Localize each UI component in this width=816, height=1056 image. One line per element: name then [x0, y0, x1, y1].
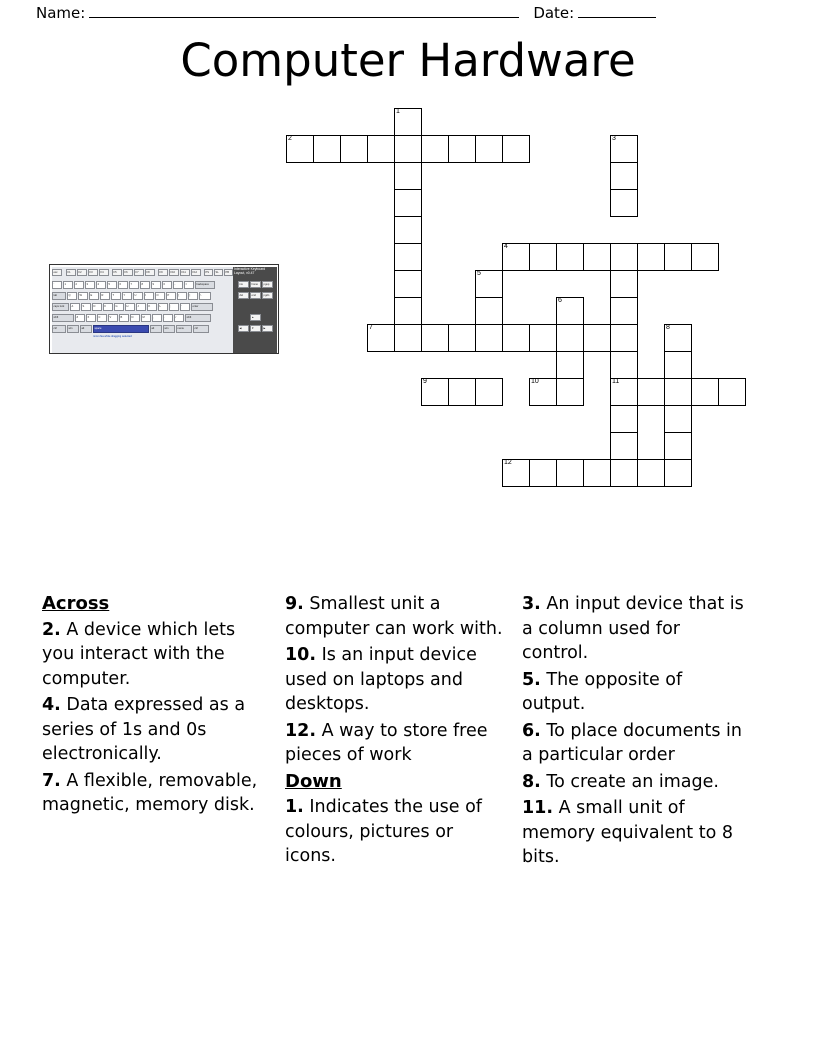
- key-enter: enter: [191, 303, 213, 311]
- crossword-cell[interactable]: [448, 378, 476, 406]
- crossword-cell[interactable]: [475, 270, 503, 298]
- clue-down-3: [522, 592, 747, 666]
- clue-text: Is an input device used on laptops and desktops.: [285, 645, 477, 714]
- crossword-cell[interactable]: [637, 243, 665, 271]
- crossword-cell-number: 5: [477, 270, 481, 277]
- crossword-cell-number: 6: [558, 297, 562, 304]
- clue-across-7: [42, 769, 269, 818]
- key-s: S: [81, 303, 91, 311]
- crossword-cell[interactable]: [394, 135, 422, 163]
- key-n: N: [130, 314, 140, 322]
- key-f4: F4: [99, 269, 109, 276]
- key-period: .: [163, 314, 173, 322]
- key-k: K: [147, 303, 157, 311]
- crossword-cell[interactable]: [394, 189, 422, 217]
- keyboard-note: mmm fsa white dragging selected: [93, 335, 132, 338]
- name-input-line[interactable]: [89, 4, 519, 18]
- crossword-cell[interactable]: [394, 162, 422, 190]
- key-backslash: \: [199, 292, 211, 300]
- clue-number: 10.: [285, 645, 317, 665]
- page-title: Computer Hardware: [180, 34, 636, 87]
- crossword-cell[interactable]: [340, 135, 368, 163]
- crossword-cell[interactable]: [583, 324, 611, 352]
- clue-text: The opposite of output.: [522, 669, 683, 714]
- key-g: G: [114, 303, 124, 311]
- key-f2: F2: [77, 269, 87, 276]
- crossword-cell[interactable]: [529, 378, 557, 406]
- clue-text: To place documents in a particular order: [522, 720, 742, 765]
- header: [36, 4, 780, 22]
- crossword-cell[interactable]: [367, 135, 395, 163]
- clue-down-5: [522, 668, 747, 717]
- key-h: H: [125, 303, 135, 311]
- key-shift-left: shift: [52, 314, 74, 322]
- clue-across-9: [285, 592, 508, 641]
- crossword-cell[interactable]: [556, 459, 584, 487]
- crossword-cell-number: 11: [612, 378, 620, 385]
- key-f7: F7: [134, 269, 144, 276]
- key-e: E: [89, 292, 99, 300]
- key-pause-break: PB: [224, 269, 233, 276]
- clue-number: 5.: [522, 669, 541, 690]
- clue-down-1: [285, 795, 508, 869]
- clue-across-10: [285, 643, 508, 717]
- crossword-cell-number: 4: [504, 243, 508, 250]
- clue-number: 2.: [42, 619, 61, 640]
- crossword-cell[interactable]: [637, 459, 665, 487]
- crossword-cell[interactable]: [718, 378, 746, 406]
- crossword-cell[interactable]: [664, 459, 692, 487]
- key-x: X: [86, 314, 96, 322]
- clue-number: 7.: [42, 770, 61, 791]
- clue-text: Indicates the use of colours, pictures or icons.: [285, 797, 482, 866]
- key-f10: F10: [169, 269, 179, 276]
- key-2: 2: [74, 281, 84, 289]
- crossword-cell[interactable]: [286, 135, 314, 163]
- crossword-cell[interactable]: [529, 243, 557, 271]
- keyboard-row-qwerty: [52, 292, 234, 301]
- key-print-screen: PS: [204, 269, 213, 276]
- crossword-cell[interactable]: [448, 324, 476, 352]
- clue-down-8: [522, 770, 747, 795]
- key-backspace: backspace: [195, 281, 215, 289]
- key-a: A: [70, 303, 80, 311]
- key-esc: esc: [52, 269, 62, 276]
- key-slash: /: [174, 314, 184, 322]
- clue-number: 3.: [522, 594, 541, 614]
- crossword-cell-number: 3: [612, 135, 616, 142]
- key-home: home: [250, 281, 261, 288]
- crossword-cell[interactable]: [610, 432, 638, 460]
- date-label: Date:: [533, 4, 575, 22]
- key-scroll-lock: SL: [214, 269, 223, 276]
- key-c: C: [97, 314, 107, 322]
- key-shift-right: shift: [185, 314, 211, 322]
- crossword-cell[interactable]: [394, 270, 422, 298]
- key-v: V: [108, 314, 118, 322]
- crossword-cell[interactable]: [529, 324, 557, 352]
- clue-text: A flexible, removable, magnetic, memory disk.: [42, 770, 258, 815]
- key-caps-lock: caps lock: [52, 303, 69, 311]
- crossword-cell[interactable]: [610, 243, 638, 271]
- key-bracket-left: [: [177, 292, 187, 300]
- key-u: U: [133, 292, 143, 300]
- keyboard-illustration: [49, 264, 279, 354]
- key-alt-left: alt: [80, 325, 92, 333]
- key-4: 4: [96, 281, 106, 289]
- clue-text: Smallest unit a computer can work with.: [285, 594, 503, 639]
- crossword-cell[interactable]: [610, 162, 638, 190]
- name-label: Name:: [36, 4, 86, 22]
- crossword-cell-number: 12: [504, 459, 512, 466]
- crossword-cell[interactable]: [421, 324, 449, 352]
- crossword-cell[interactable]: [664, 243, 692, 271]
- crossword-cell[interactable]: [664, 405, 692, 433]
- key-comma: ,: [152, 314, 162, 322]
- key-f: F: [103, 303, 113, 311]
- key-f1: F1: [66, 269, 76, 276]
- crossword-cell-number: 10: [531, 378, 539, 385]
- crossword-cell[interactable]: [610, 297, 638, 325]
- clue-number: 9.: [285, 594, 304, 614]
- key-delete: del: [238, 292, 249, 299]
- key-arrow-left: ◀: [238, 325, 249, 332]
- crossword-cell[interactable]: [367, 324, 395, 352]
- key-m: M: [141, 314, 151, 322]
- key-f3: F3: [88, 269, 98, 276]
- clues-column-3: [520, 592, 759, 992]
- key-arrow-right: ▶: [262, 325, 273, 332]
- crossword-cell[interactable]: [583, 459, 611, 487]
- key-y: Y: [122, 292, 132, 300]
- crossword-cell[interactable]: [421, 378, 449, 406]
- key-f5: F5: [112, 269, 122, 276]
- crossword-cell[interactable]: [610, 459, 638, 487]
- crossword-cell[interactable]: [664, 432, 692, 460]
- keyboard-row-numbers: [52, 281, 234, 290]
- crossword-cell[interactable]: [610, 378, 638, 406]
- crossword-cell[interactable]: [691, 378, 719, 406]
- key-semicolon: ;: [169, 303, 179, 311]
- crossword-cell[interactable]: [502, 135, 530, 163]
- crossword-cell[interactable]: [583, 243, 611, 271]
- key-q: Q: [67, 292, 77, 300]
- crossword-cell[interactable]: [610, 405, 638, 433]
- crossword-cell[interactable]: [691, 243, 719, 271]
- key-6: 6: [118, 281, 128, 289]
- key-arrow-down: ▼: [250, 325, 261, 332]
- key-3: 3: [85, 281, 95, 289]
- crossword-cell-number: 7: [369, 324, 373, 331]
- date-input-line[interactable]: [578, 4, 656, 18]
- clue-text: A device which lets you interact with the computer.: [42, 619, 236, 689]
- crossword-cell[interactable]: [394, 243, 422, 271]
- key-r: R: [100, 292, 110, 300]
- crossword-cell[interactable]: [610, 135, 638, 163]
- key-8: 8: [140, 281, 150, 289]
- key-page-up: pgup: [262, 281, 273, 288]
- crossword-grid[interactable]: [286, 108, 776, 508]
- key-equals: =: [184, 281, 194, 289]
- crossword-cell[interactable]: [502, 243, 530, 271]
- clue-number: 6.: [522, 720, 541, 741]
- crossword-cell[interactable]: [610, 351, 638, 379]
- key-arrow-up: ▲: [250, 314, 261, 321]
- clue-number: 8.: [522, 771, 541, 792]
- key-minus: -: [173, 281, 183, 289]
- key-1: 1: [63, 281, 73, 289]
- key-menu: menu: [176, 325, 192, 333]
- crossword-cell[interactable]: [556, 378, 584, 406]
- crossword-cell[interactable]: [610, 324, 638, 352]
- key-bracket-right: ]: [188, 292, 198, 300]
- key-win-right: win: [163, 325, 175, 333]
- key-ctrl-left: ctrl: [52, 325, 66, 333]
- key-5: 5: [107, 281, 117, 289]
- clue-text: To create an image.: [540, 771, 719, 792]
- crossword-cell[interactable]: [394, 324, 422, 352]
- crossword-cell[interactable]: [556, 351, 584, 379]
- crossword-cell[interactable]: [556, 243, 584, 271]
- key-f6: F6: [123, 269, 133, 276]
- crossword-cell[interactable]: [556, 324, 584, 352]
- crossword-cell-number: 2: [288, 135, 292, 142]
- key-d: D: [92, 303, 102, 311]
- key-space: space: [93, 325, 149, 333]
- crossword-cell-number: 8: [666, 324, 670, 331]
- crossword-cell[interactable]: [502, 459, 530, 487]
- crossword-cell[interactable]: [475, 324, 503, 352]
- crossword-cell-number: 9: [423, 378, 427, 385]
- key-z: Z: [75, 314, 85, 322]
- clue-across-4: [42, 693, 269, 767]
- clues-section: [42, 592, 778, 992]
- key-insert: ins: [238, 281, 249, 288]
- crossword-cell[interactable]: [475, 135, 503, 163]
- key-page-down: pgdn: [262, 292, 273, 299]
- crossword-cell[interactable]: [502, 324, 530, 352]
- clues-column-2: [281, 592, 520, 992]
- key-win-left: win: [67, 325, 79, 333]
- key-end: end: [250, 292, 261, 299]
- key-i: I: [144, 292, 154, 300]
- crossword-cell[interactable]: [529, 459, 557, 487]
- clue-number: 4.: [42, 695, 61, 715]
- key-w: W: [78, 292, 88, 300]
- crossword-cell[interactable]: [664, 324, 692, 352]
- keyboard-row-bottom: [52, 325, 234, 334]
- key-backtick: `: [52, 281, 62, 289]
- key-quote: ': [180, 303, 190, 311]
- key-7: 7: [129, 281, 139, 289]
- key-f11: F11: [180, 269, 190, 276]
- key-f8: F8: [145, 269, 155, 276]
- keyboard-row-function: [52, 269, 234, 278]
- crossword-cell[interactable]: [448, 135, 476, 163]
- clue-text: A way to store free pieces of work: [285, 720, 488, 765]
- key-t: T: [111, 292, 121, 300]
- clue-number: 12.: [285, 720, 317, 741]
- clue-number: 11.: [522, 798, 554, 818]
- clue-text: A small unit of memory equivalent to 8 bits.: [522, 798, 733, 867]
- key-9: 9: [151, 281, 161, 289]
- clue-down-6: [522, 719, 747, 768]
- clue-number: 1.: [285, 797, 304, 817]
- crossword-cell-number: 1: [396, 108, 400, 115]
- keyboard-caption: Interactive Keyboard Layout, v0.47: [234, 267, 266, 275]
- key-p: P: [166, 292, 176, 300]
- down-heading: Down: [285, 770, 342, 792]
- across-heading: Across: [42, 593, 110, 614]
- crossword-cell[interactable]: [610, 189, 638, 217]
- key-f9: F9: [158, 269, 168, 276]
- key-l: L: [158, 303, 168, 311]
- crossword-cell[interactable]: [664, 378, 692, 406]
- crossword-cell[interactable]: [664, 351, 692, 379]
- key-tab: tab: [52, 292, 66, 300]
- clues-column-1: [42, 592, 281, 992]
- crossword-cell[interactable]: [475, 378, 503, 406]
- clue-text: An input device that is a column used for control.: [522, 594, 744, 663]
- key-ctrl-right: ctrl: [193, 325, 209, 333]
- key-o: O: [155, 292, 165, 300]
- crossword-cell[interactable]: [421, 135, 449, 163]
- clue-across-2: [42, 618, 269, 692]
- crossword-cell[interactable]: [556, 297, 584, 325]
- keyboard-row-home: [52, 303, 234, 312]
- clue-text: Data expressed as a series of 1s and 0s electronically.: [42, 695, 246, 764]
- keyboard-row-shift: [52, 314, 234, 323]
- key-0: 0: [162, 281, 172, 289]
- key-j: J: [136, 303, 146, 311]
- crossword-cell[interactable]: [637, 378, 665, 406]
- crossword-cell[interactable]: [394, 108, 422, 136]
- clue-down-11: [522, 796, 747, 870]
- key-f12: F12: [191, 269, 201, 276]
- crossword-cell[interactable]: [610, 270, 638, 298]
- key-alt-right: alt: [150, 325, 162, 333]
- clue-across-12: [285, 719, 508, 768]
- crossword-cell[interactable]: [475, 297, 503, 325]
- key-b: B: [119, 314, 129, 322]
- keyboard-side-panel: [233, 267, 277, 353]
- crossword-cell[interactable]: [313, 135, 341, 163]
- crossword-cell[interactable]: [394, 216, 422, 244]
- crossword-cell[interactable]: [394, 297, 422, 325]
